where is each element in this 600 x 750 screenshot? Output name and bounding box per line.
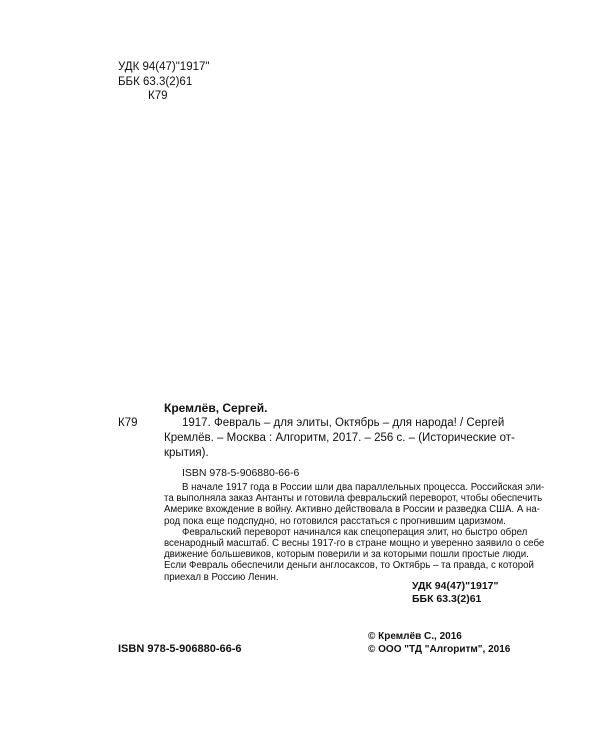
annotation-line: род пока еще подспудно, но готовился расстаться с прогнившим царизмом. (164, 515, 506, 527)
annotation-line: движение большевиков, которым поверили и за которыми пошли простые люди. (164, 549, 529, 561)
annotation (164, 482, 545, 583)
annotation-line: всенародный масштаб. С весны 1917-го в стране мощно и уверенно заявило о себе (164, 538, 545, 550)
classification-right (412, 580, 498, 606)
annotation-line: В начале 1917 года в России шли два параллельных процесса. Российская эли- (182, 482, 545, 493)
isbn-record: ISBN 978-5-906880-66-6 (182, 467, 300, 479)
bbk-code: ББК 63.3(2)61 (118, 75, 193, 88)
udk-code: УДК 94(47)"1917" (118, 61, 210, 73)
author-mark-margin: К79 (118, 417, 138, 429)
annotation-line: Февральский переворот начинался как спецоперация элит, но быстро обрел (182, 526, 528, 538)
biblio-line: 1917. Февраль – для элиты, Октябрь – для народа! / Сергей (182, 417, 505, 429)
isbn-footer: ISBN 978-5-906880-66-6 (118, 643, 242, 655)
author-mark: К79 (148, 90, 168, 102)
copyright-block (368, 630, 510, 656)
annotation-line: приехал в Россию Ленин. (164, 571, 279, 583)
annotation-line: та выполняла заказ Антанты и готовила февральский переворот, чтобы обеспечить (164, 493, 543, 505)
annotation-line: Если Февраль обеспечили деньги англосаксов, то Октябрь – та правда, с которой (164, 560, 534, 572)
bibliographic-description (164, 416, 515, 461)
biblio-line: Кремлёв. – Москва : Алгоритм, 2017. – 256 с. – (Исторические от- (164, 432, 515, 444)
annotation-line: Америке вхождение в войну. Активно действовала в России и разведка США. А на- (164, 504, 540, 516)
udk-code-right: УДК 94(47)"1917" (412, 580, 499, 592)
top-classification-codes (118, 60, 209, 104)
biblio-line: крытия). (164, 447, 209, 459)
author-heading: Кремлёв, Сергей. (164, 401, 268, 415)
copyright-publisher: © ООО "ТД "Алгоритм", 2016 (368, 644, 511, 655)
bbk-code-right: ББК 63.3(2)61 (412, 593, 482, 605)
copyright-author: © Кремлёв С., 2016 (368, 631, 462, 642)
